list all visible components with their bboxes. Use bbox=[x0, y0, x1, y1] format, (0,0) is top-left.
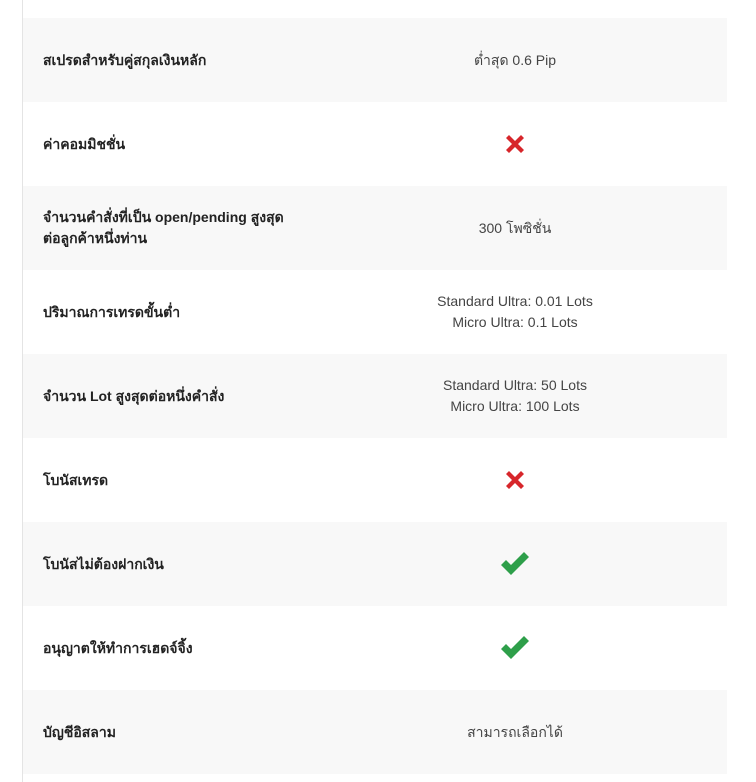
value-line: ต่ำสุด 0.6 Pip bbox=[473, 51, 557, 68]
row-value bbox=[333, 291, 727, 333]
label-line: ต่อลูกค้าหนึ่งท่าน bbox=[43, 230, 148, 246]
value-line: Micro Ultra: 0.1 Lots bbox=[452, 314, 578, 330]
table-row bbox=[23, 102, 727, 186]
cross-icon bbox=[502, 131, 528, 157]
row-value bbox=[333, 50, 727, 71]
table-row bbox=[23, 438, 727, 522]
row-value bbox=[333, 131, 727, 157]
row-label bbox=[23, 207, 333, 249]
row-value bbox=[333, 551, 727, 577]
row-label: สเปรดสำหรับคู่สกุลเงินหลัก bbox=[43, 51, 207, 68]
row-label: โบนัสไม่ต้องฝากเงิน bbox=[43, 555, 164, 572]
table-row bbox=[23, 354, 727, 438]
table-row bbox=[23, 186, 727, 270]
row-label: ปริมาณการเทรดขั้นต่ำ bbox=[43, 303, 181, 320]
row-label: บัญชีอิสลาม bbox=[43, 723, 116, 740]
row-label: โบนัสเทรด bbox=[43, 471, 109, 488]
row-label: อนุญาตให้ทำการเฮดจ์จิ้ง bbox=[43, 639, 193, 656]
row-value bbox=[333, 635, 727, 661]
label-line: จำนวนคำสั่งที่เป็น open/pending สูงสุด bbox=[43, 209, 284, 225]
value-line: Standard Ultra: 50 Lots bbox=[443, 377, 587, 393]
table-row bbox=[23, 270, 727, 354]
value-line: Micro Ultra: 100 Lots bbox=[450, 398, 580, 414]
check-icon bbox=[499, 551, 531, 577]
value-line: สามารถเลือกได้ bbox=[467, 723, 563, 740]
account-features-table bbox=[23, 18, 727, 774]
table-row bbox=[23, 690, 727, 774]
row-value bbox=[333, 375, 727, 417]
row-label: ค่าคอมมิชชั่น bbox=[43, 135, 126, 152]
cross-icon bbox=[502, 467, 528, 493]
value-line: 300 โพซิชั่น bbox=[478, 219, 552, 236]
table-row bbox=[23, 522, 727, 606]
value-line: Standard Ultra: 0.01 Lots bbox=[437, 293, 593, 309]
table-row bbox=[23, 18, 727, 102]
row-value bbox=[333, 467, 727, 493]
check-icon bbox=[499, 635, 531, 661]
row-value bbox=[333, 218, 727, 239]
row-value bbox=[333, 722, 727, 743]
row-label: จำนวน Lot สูงสุดต่อหนึ่งคำสั่ง bbox=[43, 387, 225, 404]
table-row bbox=[23, 606, 727, 690]
